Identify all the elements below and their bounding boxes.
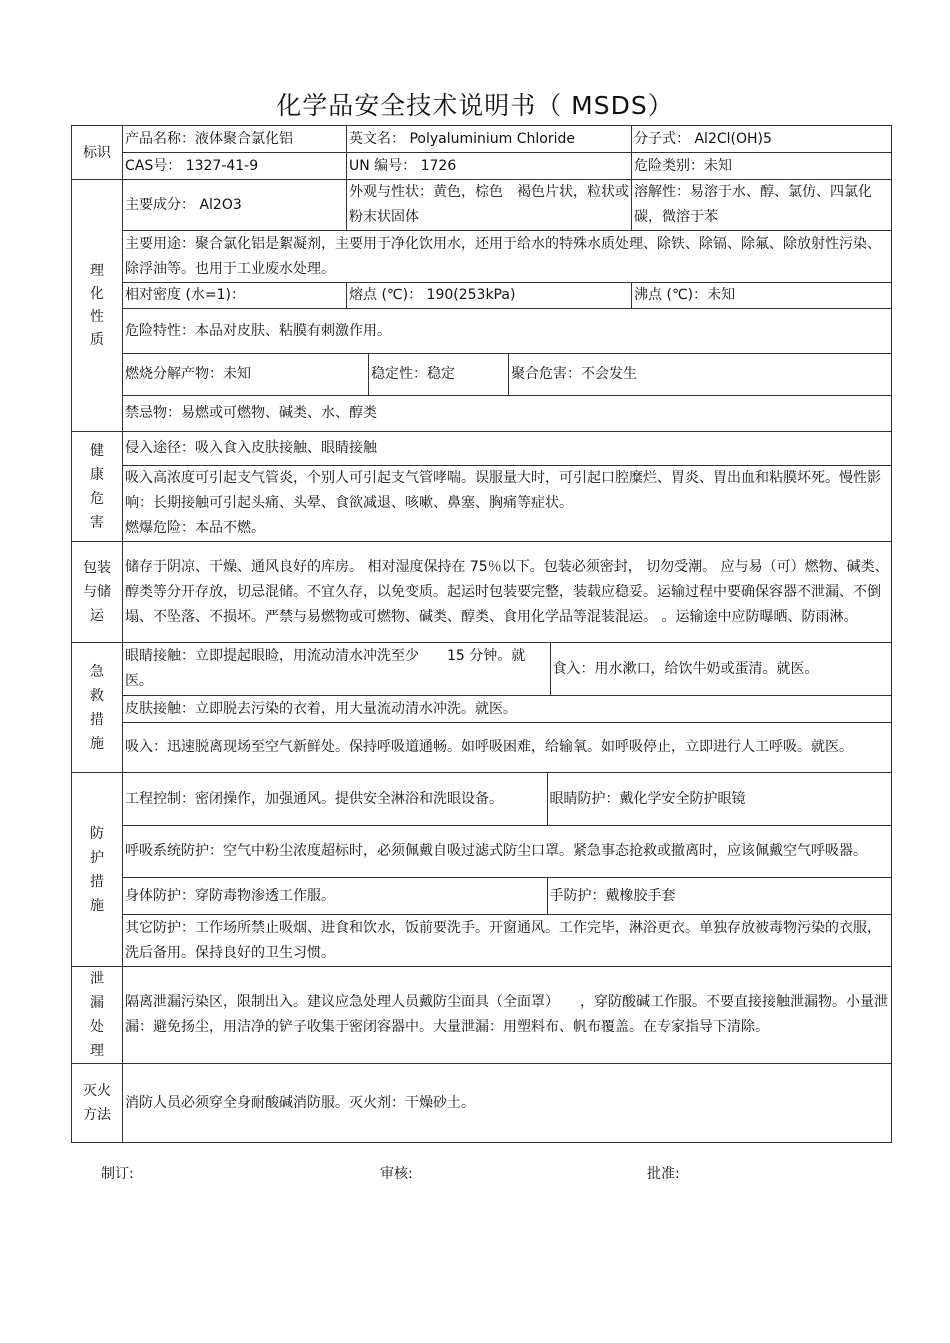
health-effects-text: 吸入高浓度可引起支气管炎，个别人可引起支气管哮喘。误服量大时，可引起口腔糜烂、胃炎、胃出血和粘膜坏死。慢性影响：长期接触可引起头痛、头晕、食欲减退、咳嗽、鼻塞、胸痛等症状。 (125, 470, 881, 511)
section-health-label: 健康危害 (90, 442, 104, 531)
msds-table-wrapper (71, 125, 891, 1143)
relative-density: 相对密度 (水=1)： (123, 283, 347, 309)
protection-row-1 (123, 773, 892, 826)
section-storage (72, 542, 123, 643)
product-name: 产品名称：液体聚合氯化铝 (123, 126, 347, 153)
section-fire (72, 1064, 123, 1143)
un-number: UN 编号： 1726 (347, 153, 632, 180)
hazard-class: 危险类别：未知 (632, 153, 892, 180)
section-properties-label: 理化性质 (90, 262, 104, 348)
melting-point: 熔点 (℃)： 190(253kPa) (347, 283, 632, 309)
skin-contact: 皮肤接触：立即脱去污染的衣着，用大量流动清水冲洗。就医。 (123, 696, 892, 723)
english-name: 英文名： Polyaluminium Chloride (347, 126, 632, 153)
hazard-property: 危险特性：本品对皮肤、粘膜有刺激作用。 (123, 309, 892, 354)
main-use: 主要用途：聚合氯化铝是絮凝剂，主要用于净化饮用水，还用于给水的特殊水质处理、除铁、除镉、除氟、除放射性污染、除浮油等。也用于工业废水处理。 (123, 231, 892, 283)
fire-text: 消防人员必须穿全身耐酸碱消防服。灭火剂：干燥砂土。 (123, 1064, 892, 1143)
eye-contact: 眼睛接触：立即提起眼睑，用流动清水冲洗至少 15 分钟。就医。 (123, 643, 550, 695)
incompatible-materials: 禁忌物：易燃或可燃物、碱类、水、醇类 (123, 396, 892, 432)
approved-by-label: 批准: (647, 1166, 680, 1182)
section-properties (72, 180, 123, 432)
reviewed-by-label: 审核: (380, 1166, 413, 1182)
msds-table (71, 125, 892, 1143)
hand-protection: 手防护：戴橡胶手套 (549, 887, 676, 904)
section-protection (72, 773, 123, 967)
main-component: 主要成分： Al2O3 (123, 180, 347, 231)
solubility: 溶解性：易溶于水、醇、氯仿、四氯化碳，微溶于苯 (632, 180, 892, 231)
section-health (72, 432, 123, 542)
storage-text: 储存于阴凉、干燥、通风良好的库房。 相对湿度保持在 75％以下。包装必须密封， 切勿受潮。 应与易（可）燃物、碱类、醇类等分开存放，切忌混储。不宜久存，以免变质。起运时包装要完整，装载应稳妥。运输过程中要确保容器不泄漏、不倒塌、不坠落、不损坏。严禁与易燃物或可燃物、碱类、醇类、食用化学品等混装混运。 。运输途中应防曝晒、防雨淋。 (123, 542, 892, 643)
boiling-point: 沸点 (℃)：未知 (632, 283, 892, 309)
section-first-aid-label: 急救措施 (90, 663, 104, 752)
health-effects (123, 466, 892, 542)
prepared-by-label: 制订: (101, 1166, 134, 1182)
respiratory-protection: 呼吸系统防护：空气中粉尘浓度超标时，必须佩戴自吸过滤式防尘口罩。紧急事态抢救或撤离时，应该佩戴空气呼吸器。 (123, 826, 892, 878)
inhalation: 吸入：迅速脱离现场至空气新鲜处。保持呼吸道通畅。如呼吸困难，给输氧。如呼吸停止，立即进行人工呼吸。就医。 (123, 723, 892, 773)
section-leak (72, 967, 123, 1064)
polymerization-hazard: 聚合危害：不会发生 (509, 354, 892, 396)
engineering-control: 工程控制：密闭操作，加强通风。提供安全淋浴和洗眼设备。 (123, 773, 547, 825)
section-storage-label: 包装与储运 (83, 560, 111, 624)
eye-protection: 眼睛防护：戴化学安全防护眼镜 (549, 790, 746, 807)
section-leak-label: 泄漏处理 (90, 971, 104, 1059)
cas-number: CAS号： 1327-41-9 (123, 153, 347, 180)
section-first-aid (72, 643, 123, 773)
appearance: 外观与性状：黄色，棕色 褐色片状，粒状或粉末状固体 (347, 180, 632, 231)
explosion-hazard: 燃爆危险：本品不燃。 (125, 520, 265, 536)
ingestion: 食入：用水漱口，给饮牛奶或蛋清。就医。 (552, 660, 819, 677)
decomposition-products: 燃烧分解产物：未知 (123, 354, 369, 396)
section-identification: 标识 (72, 126, 123, 180)
molecular-formula: 分子式： Al2Cl(OH)5 (632, 126, 892, 153)
body-protection: 身体防护：穿防毒物渗透工作服。 (123, 878, 547, 914)
protection-row-3 (123, 878, 892, 915)
first-aid-row-1 (123, 643, 892, 696)
document-title: 化学品安全技术说明书（ MSDS） (276, 91, 674, 120)
stability: 稳定性：稳定 (369, 354, 509, 396)
section-fire-label: 灭火方法 (83, 1083, 111, 1123)
other-protection: 其它防护：工作场所禁止吸烟、进食和饮水，饭前要洗手。开窗通风。工作完毕，淋浴更衣。单独存放被毒物污染的衣服，洗后备用。保持良好的卫生习惯。 (123, 915, 892, 967)
entry-route: 侵入途径：吸入食入皮肤接触、眼睛接触 (123, 432, 892, 466)
section-protection-label: 防护措施 (90, 825, 104, 914)
leak-text: 隔离泄漏污染区，限制出入。建议应急处理人员戴防尘面具（全面罩） ，穿防酸碱工作服。不要直接接触泄漏物。小量泄漏：避免扬尘，用洁净的铲子收集于密闭容器中。大量泄漏：用塑料布、帆布覆盖。在专家指导下清除。 (123, 967, 892, 1064)
